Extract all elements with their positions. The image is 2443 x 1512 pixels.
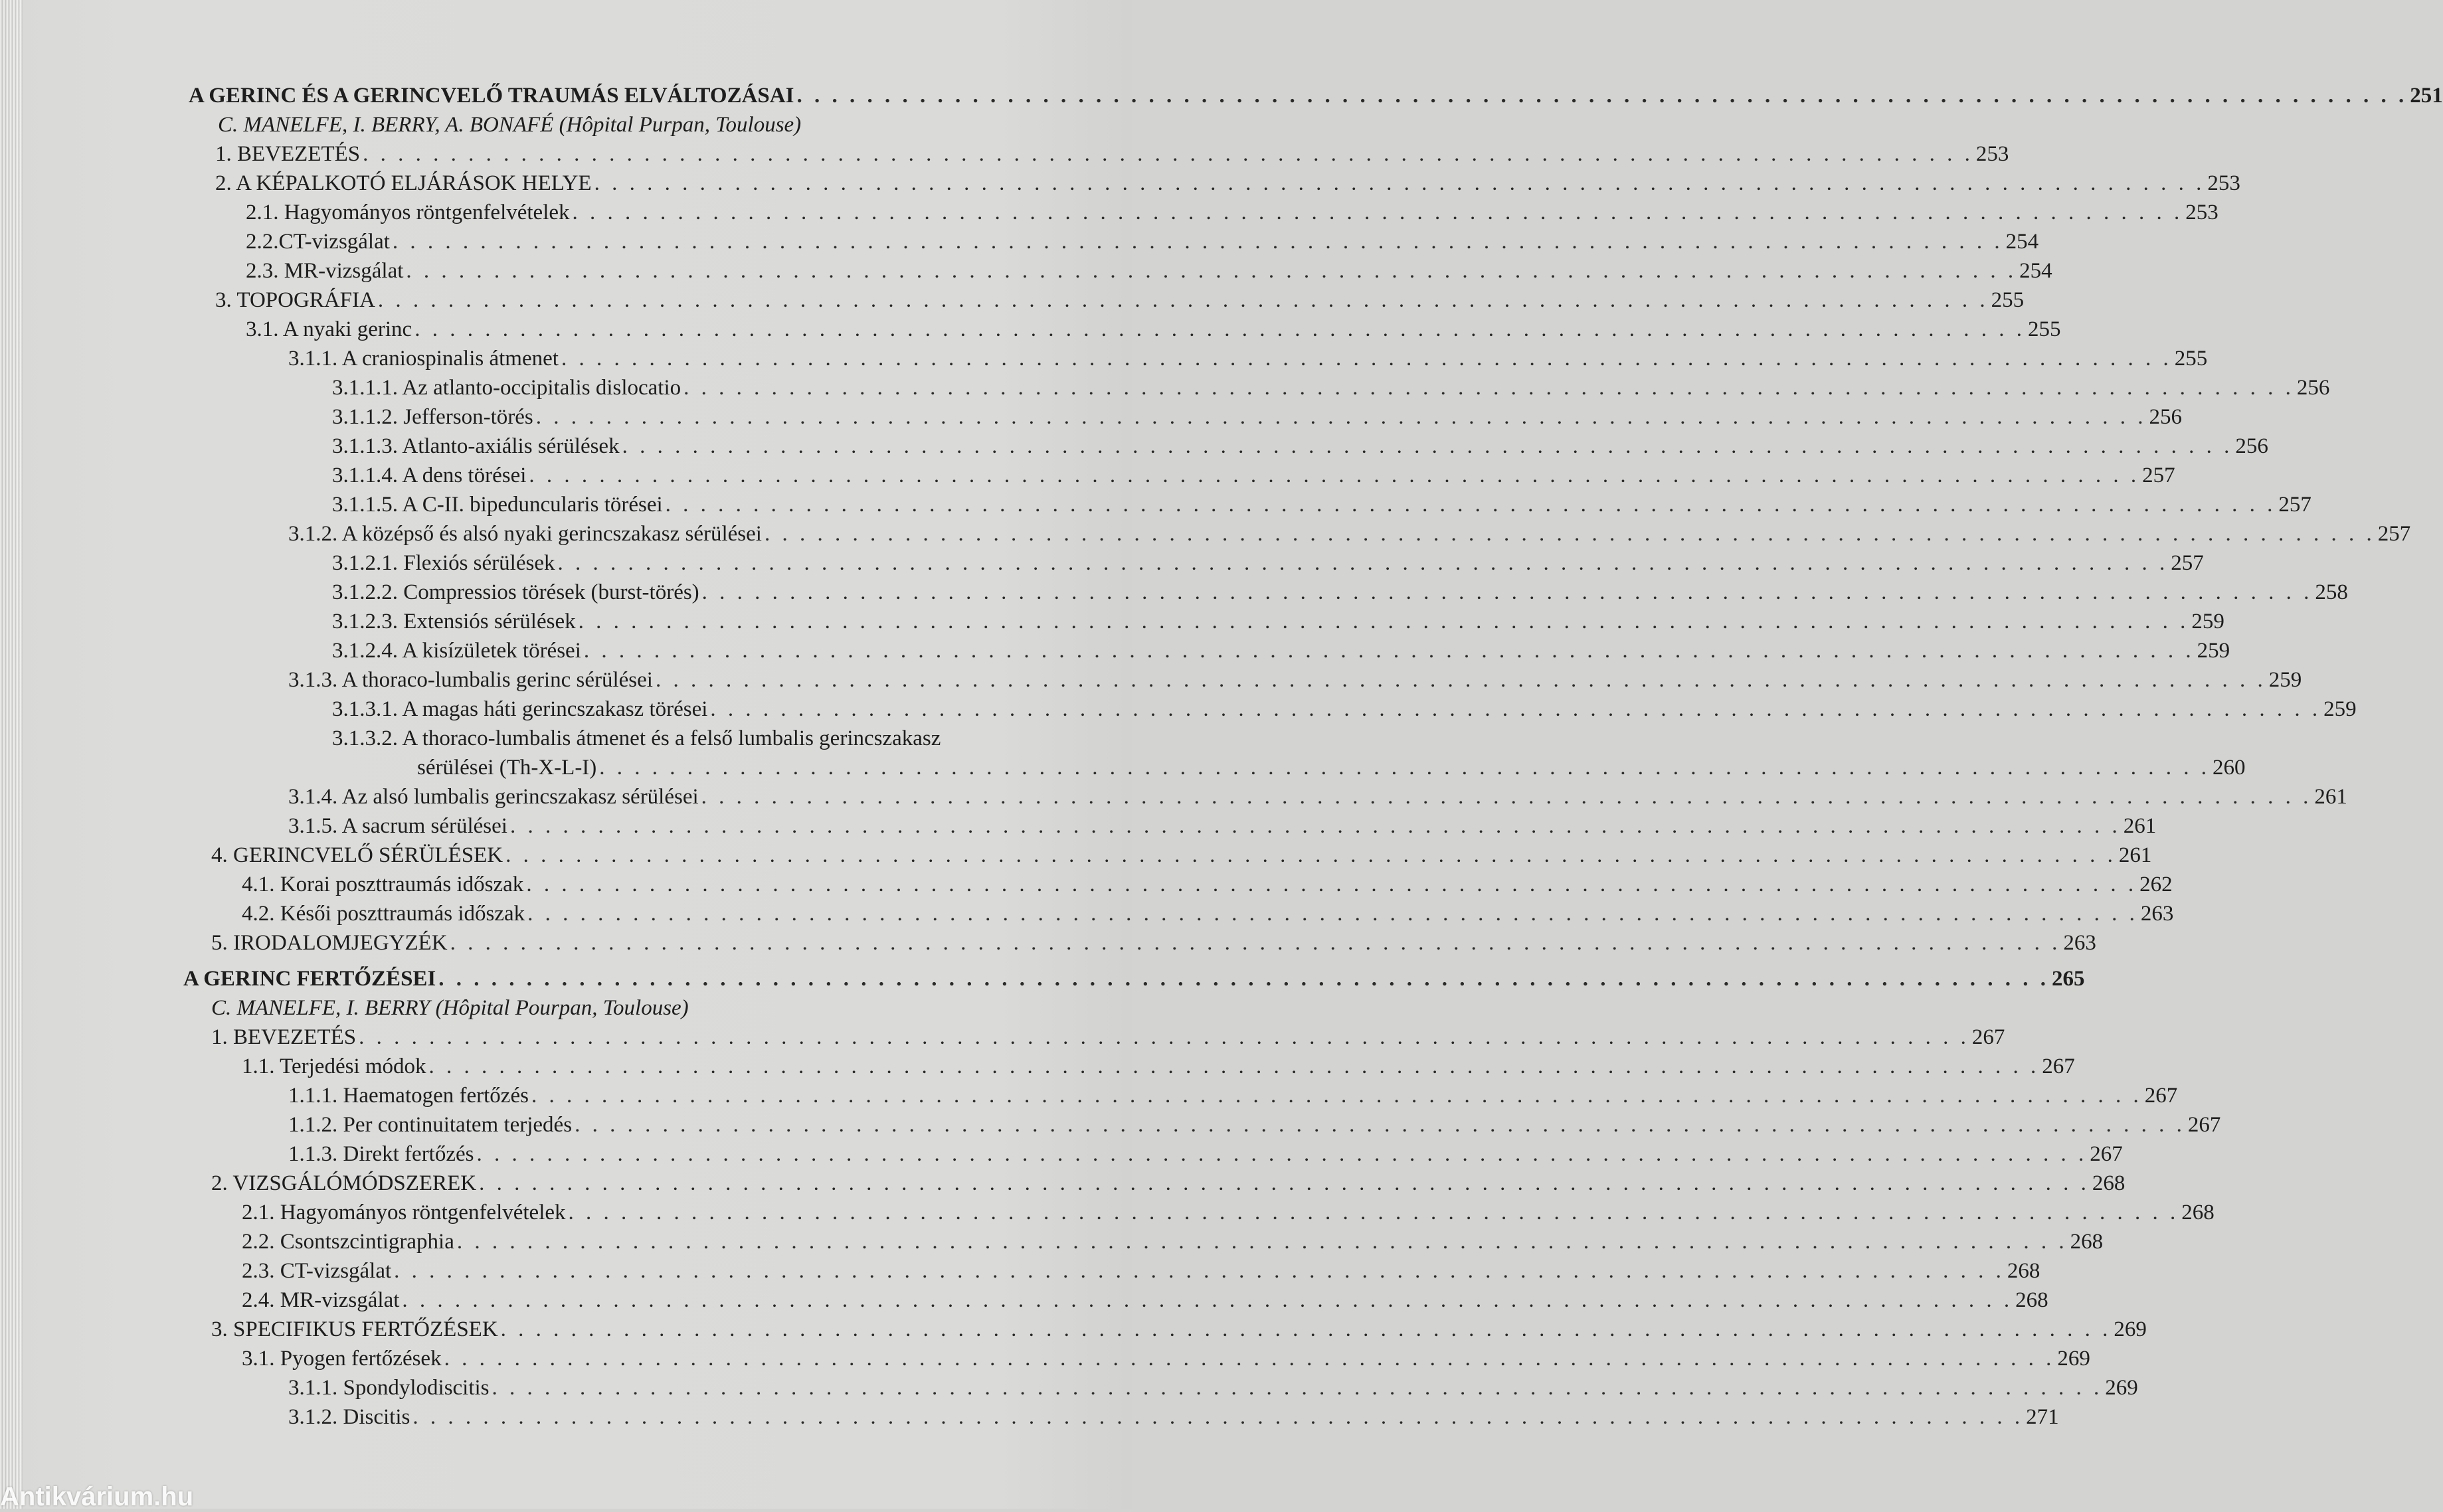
dot-leader: . . . . . . . . . . . . . . . . . . . . . . . . . . . . . . . . . . . . . . . . . . . . . . . . . . . . . . . . . . . . . . . . . . . . . . . . . . . . . . . . . . . . . . . . . . . . [665, 493, 2276, 517]
toc-page: 269 [2057, 1347, 2090, 1371]
toc-entry [288, 665, 2302, 695]
toc-label: A GERINC ÉS A GERINCVELŐ TRAUMÁS ELVÁLTOZÁSAI [189, 84, 794, 108]
toc-entry [211, 1315, 2147, 1344]
toc-label: 3.1.4. Az alsó lumbalis gerincszakasz sérülései [288, 785, 699, 809]
toc-label: 1.1.1. Haematogen fertőzés [288, 1084, 529, 1108]
toc-entry [288, 1110, 2221, 1139]
toc-page: 254 [2005, 230, 2039, 254]
toc-entry [332, 402, 2182, 432]
dot-leader: . . . . . . . . . . . . . . . . . . . . . . . . . . . . . . . . . . . . . . . . . . . . . . . . . . . . . . . . . . . . . . . . . . . . . . . . . . . . . . . . . . . . . . . . . . . . [622, 434, 2233, 458]
dot-leader: . . . . . . . . . . . . . . . . . . . . . . . . . . . . . . . . . . . . . . . . . . . . . . . . . . . . . . . . . . . . . . . . . . . . . . . . . . . . . . . . . . . . . . . . . . . . [557, 551, 2169, 575]
toc-entry [288, 1373, 2138, 1402]
toc-entry [332, 636, 2230, 665]
toc-entry [332, 461, 2175, 490]
dot-leader: . . . . . . . . . . . . . . . . . . . . . . . . . . . . . . . . . . . . . . . . . . . . . . . . . . . . . . . . . . . . . . . . . . . . . . . . . . . . . . . . . . . . . . . . . . . . [701, 580, 2313, 604]
toc-page: 255 [1991, 288, 2025, 312]
toc-page: 257 [2142, 463, 2175, 487]
toc-page: 261 [2118, 843, 2152, 867]
toc-page: 258 [2315, 580, 2348, 604]
toc-label: 2. A KÉPALKOTÓ ELJÁRÁSOK HELYE [215, 171, 592, 195]
toc-label: 3.1.2.1. Flexiós sérülések [332, 551, 555, 575]
toc-entry [332, 724, 1084, 753]
dot-leader: . . . . . . . . . . . . . . . . . . . . . . . . . . . . . . . . . . . . . . . . . . . . . . . . . . . . . . . . . . . . . . . . . . . . . . . . . . . . . . . . . . . . . . . . . . . . [683, 376, 2294, 400]
toc-entry [332, 373, 2330, 402]
dot-leader: . . . . . . . . . . . . . . . . . . . . . . . . . . . . . . . . . . . . . . . . . . . . . . . . . . . . . . . . . . . . . . . . . . . . . . . . . . . . . . . . . . . . . . . . . . . . [509, 814, 2121, 838]
toc-label: 3.1.1.1. Az atlanto-occipitalis dislocatio [332, 376, 681, 400]
dot-leader: . . . . . . . . . . . . . . . . . . . . . . . . . . . . . . . . . . . . . . . . . . . . . . . . . . . . . . . . . . . . . . . . . . . . . . . . . . . . . . . . . . . . . . . . . . . . [710, 697, 2321, 721]
page-stack-edge [0, 0, 23, 1509]
toc-label: 3.1.2.2. Compressios törések (burst-törés) [332, 580, 699, 604]
dot-leader: . . . . . . . . . . . . . . . . . . . . . . . . . . . . . . . . . . . . . . . . . . . . . . . . . . . . . . . . . . . . . . . . . . . . . . . . . . . . . . . . . . . . . . . . . . . . [444, 1347, 2055, 1371]
dot-leader: . . . . . . . . . . . . . . . . . . . . . . . . . . . . . . . . . . . . . . . . . . . . . . . . . . . . . . . . . . . . . . . . . . . . . . . . . . . . . . . . . . . . . . . . . . . . [438, 967, 2050, 991]
toc-page: 268 [2015, 1288, 2048, 1312]
toc-label: 4.1. Korai poszttraumás időszak [242, 873, 524, 896]
toc-label: 2.1. Hagyományos röntgenfelvételek [242, 1201, 566, 1224]
toc-label: 2.2. Csontszcintigraphia [242, 1230, 454, 1254]
dot-leader: . . . . . . . . . . . . . . . . . . . . . . . . . . . . . . . . . . . . . . . . . . . . . . . . . . . . . . . . . . . . . . . . . . . . . . . . . . . . . . . . . . . . . . . . . . . . [599, 756, 2211, 780]
dot-leader: . . . . . . . . . . . . . . . . . . . . . . . . . . . . . . . . . . . . . . . . . . . . . . . . . . . . . . . . . . . . . . . . . . . . . . . . . . . . . . . . . . . . . . . . . . . . [764, 522, 2375, 546]
dot-leader: . . . . . . . . . . . . . . . . . . . . . . . . . . . . . . . . . . . . . . . . . . . . . . . . . . . . . . . . . . . . . . . . . . . . . . . . . . . . . . . . . . . . . . . . . . . . [526, 873, 2137, 896]
dot-leader: . . . . . . . . . . . . . . . . . . . . . . . . . . . . . . . . . . . . . . . . . . . . . . . . . . . . . . . . . . . . . . . . . . . . . . . . . . . . . . . . . . . . . . . . . . . . [392, 230, 2003, 254]
toc-entry [215, 169, 2240, 198]
toc-label: 2.4. MR-vizsgálat [242, 1288, 400, 1312]
toc-page: 261 [2123, 814, 2157, 838]
toc-label: 3.1.5. A sacrum sérülései [288, 814, 507, 838]
toc-page: 259 [2268, 668, 2302, 692]
toc-label: 3.1.1.5. A C-II. bipeduncularis törései [332, 493, 663, 517]
toc-label: 3.1.1. A craniospinalis átmenet [288, 347, 559, 371]
dot-leader: . . . . . . . . . . . . . . . . . . . . . . . . . . . . . . . . . . . . . . . . . . . . . . . . . . . . . . . . . . . . . . . . . . . . . . . . . . . . . . . . . . . . . . . . . . . . [479, 1171, 2090, 1195]
dot-leader: . . . . . . . . . . . . . . . . . . . . . . . . . . . . . . . . . . . . . . . . . . . . . . . . . . . . . . . . . . . . . . . . . . . . . . . . . . . . . . . . . . . . . . . . . . . . [796, 84, 2408, 108]
dot-leader: . . . . . . . . . . . . . . . . . . . . . . . . . . . . . . . . . . . . . . . . . . . . . . . . . . . . . . . . . . . . . . . . . . . . . . . . . . . . . . . . . . . . . . . . . . . . [701, 785, 2312, 809]
toc-entry [288, 1402, 2059, 1432]
dot-leader: . . . . . . . . . . . . . . . . . . . . . . . . . . . . . . . . . . . . . . . . . . . . . . . . . . . . . . . . . . . . . . . . . . . . . . . . . . . . . . . . . . . . . . . . . . . . [578, 610, 2189, 633]
toc-label: 3.1.1.3. Atlanto-axiális sérülések [332, 434, 620, 458]
toc-page: 255 [2174, 347, 2208, 371]
dot-leader: . . . . . . . . . . . . . . . . . . . . . . . . . . . . . . . . . . . . . . . . . . . . . . . . . . . . . . . . . . . . . . . . . . . . . . . . . . . . . . . . . . . . . . . . . . . . [476, 1142, 2088, 1166]
toc-entry [242, 1256, 2040, 1286]
toc-label: 3. TOPOGRÁFIA [215, 288, 375, 312]
dot-leader: . . . . . . . . . . . . . . . . . . . . . . . . . . . . . . . . . . . . . . . . . . . . . . . . . . . . . . . . . . . . . . . . . . . . . . . . . . . . . . . . . . . . . . . . . . . . [402, 1288, 2013, 1312]
toc-label: 3.1.1.2. Jefferson-törés [332, 405, 533, 429]
dot-leader: . . . . . . . . . . . . . . . . . . . . . . . . . . . . . . . . . . . . . . . . . . . . . . . . . . . . . . . . . . . . . . . . . . . . . . . . . . . . . . . . . . . . . . . . . . . . [561, 347, 2172, 371]
toc-label: 3.1.3.2. A thoraco-lumbalis átmenet és a felső lumbalis gerincszakasz [332, 726, 941, 750]
toc-page: 256 [2296, 376, 2330, 400]
toc-label: 1. BEVEZETÉS [211, 1025, 357, 1049]
toc-entry [332, 548, 2204, 578]
toc-entry [332, 578, 2348, 607]
toc-entry [288, 811, 2157, 841]
toc-page: 267 [2144, 1084, 2178, 1108]
chapter-title [189, 81, 2443, 110]
toc-page: 268 [2070, 1230, 2104, 1254]
dot-leader: . . . . . . . . . . . . . . . . . . . . . . . . . . . . . . . . . . . . . . . . . . . . . . . . . . . . . . . . . . . . . . . . . . . . . . . . . . . . . . . . . . . . . . . . . . . . [394, 1259, 2005, 1283]
toc-page: 255 [2027, 317, 2061, 341]
toc-page: 267 [1971, 1025, 2005, 1049]
toc-page: 269 [2114, 1317, 2147, 1341]
dot-leader: . . . . . . . . . . . . . . . . . . . . . . . . . . . . . . . . . . . . . . . . . . . . . . . . . . . . . . . . . . . . . . . . . . . . . . . . . . . . . . . . . . . . . . . . . . . . [500, 1317, 2112, 1341]
toc-label: 2.2.CT-vizsgálat [246, 230, 390, 254]
toc-page: 271 [2026, 1405, 2059, 1429]
toc-label: 2. VIZSGÁLÓMÓDSZEREK [211, 1171, 477, 1195]
toc-authors: C. MANELFE, I. BERRY (Hôpital Pourpan, Toulouse) [211, 996, 689, 1020]
toc-page: 268 [2181, 1201, 2215, 1224]
toc-entry [242, 1344, 2090, 1373]
toc-label: 3.1. A nyaki gerinc [246, 317, 412, 341]
toc-page: 263 [2063, 931, 2096, 955]
toc-label: 3.1.1.4. A dens törései [332, 463, 527, 487]
toc-entry [211, 1169, 2126, 1198]
toc-label: 3.1.2. Discitis [288, 1405, 410, 1429]
toc-page: 267 [2042, 1054, 2075, 1078]
toc-page: 268 [2092, 1171, 2126, 1195]
toc-entry [332, 490, 2311, 519]
toc-label: 4.2. Késői poszttraumás időszak [242, 902, 525, 926]
toc-page: 261 [2314, 785, 2347, 809]
dot-leader: . . . . . . . . . . . . . . . . . . . . . . . . . . . . . . . . . . . . . . . . . . . . . . . . . . . . . . . . . . . . . . . . . . . . . . . . . . . . . . . . . . . . . . . . . . . . [655, 668, 2266, 692]
toc-label: 3.1.2. A középső és alsó nyaki gerincszakasz sérülései [288, 522, 762, 546]
toc-entry [242, 899, 2174, 928]
toc-entry [246, 315, 2061, 344]
dot-leader: . . . . . . . . . . . . . . . . . . . . . . . . . . . . . . . . . . . . . . . . . . . . . . . . . . . . . . . . . . . . . . . . . . . . . . . . . . . . . . . . . . . . . . . . . . . . [575, 1113, 2185, 1137]
toc-page: 256 [2149, 405, 2182, 429]
toc-label: 2.1. Hagyományos röntgenfelvételek [246, 201, 570, 224]
toc-label: 1. BEVEZETÉS [215, 142, 361, 166]
toc-entry [288, 1081, 2178, 1110]
toc-page: 269 [2105, 1376, 2138, 1400]
toc-label: 3.1.2.3. Extensiós sérülések [332, 610, 576, 633]
toc-entry [246, 256, 2052, 286]
toc-label: 3.1.3. A thoraco-lumbalis gerinc sérülései [288, 668, 653, 692]
dot-leader: . . . . . . . . . . . . . . . . . . . . . . . . . . . . . . . . . . . . . . . . . . . . . . . . . . . . . . . . . . . . . . . . . . . . . . . . . . . . . . . . . . . . . . . . . . . . [531, 1084, 2142, 1108]
toc-page: 256 [2235, 434, 2268, 458]
dot-leader: . . . . . . . . . . . . . . . . . . . . . . . . . . . . . . . . . . . . . . . . . . . . . . . . . . . . . . . . . . . . . . . . . . . . . . . . . . . . . . . . . . . . . . . . . . . . [456, 1230, 2068, 1254]
dot-leader: . . . . . . . . . . . . . . . . . . . . . . . . . . . . . . . . . . . . . . . . . . . . . . . . . . . . . . . . . . . . . . . . . . . . . . . . . . . . . . . . . . . . . . . . . . . . [527, 902, 2138, 926]
toc-entry [242, 1227, 2104, 1256]
toc-label: 3.1.2.4. A kisízületek törései [332, 639, 581, 663]
toc-label: 2.3. MR-vizsgálat [246, 259, 404, 283]
toc-page: 253 [2207, 171, 2240, 195]
toc-page: 253 [1975, 142, 2009, 166]
toc-entry [242, 870, 2173, 899]
toc-page: 257 [2377, 522, 2411, 546]
toc-label: sérülései (Th-X-L-I) [417, 756, 597, 780]
toc-page: 257 [2171, 551, 2204, 575]
toc-label: A GERINC FERTŐZÉSEI [183, 967, 436, 991]
dot-leader: . . . . . . . . . . . . . . . . . . . . . . . . . . . . . . . . . . . . . . . . . . . . . . . . . . . . . . . . . . . . . . . . . . . . . . . . . . . . . . . . . . . . . . . . . . . . [428, 1054, 2040, 1078]
toc-entry [332, 607, 2224, 636]
toc-label: 3.1. Pyogen fertőzések [242, 1347, 442, 1371]
dot-leader: . . . . . . . . . . . . . . . . . . . . . . . . . . . . . . . . . . . . . . . . . . . . . . . . . . . . . . . . . . . . . . . . . . . . . . . . . . . . . . . . . . . . . . . . . . . . [363, 142, 1973, 166]
toc-label: 3.1.3.1. A magas háti gerincszakasz törései [332, 697, 708, 721]
dot-leader: . . . . . . . . . . . . . . . . . . . . . . . . . . . . . . . . . . . . . . . . . . . . . . . . . . . . . . . . . . . . . . . . . . . . . . . . . . . . . . . . . . . . . . . . . . . . [572, 201, 2183, 224]
toc-page: 265 [2052, 967, 2085, 991]
toc-page: 259 [2191, 610, 2224, 633]
toc-label: 2.3. CT-vizsgálat [242, 1259, 392, 1283]
toc-entry [242, 1198, 2215, 1227]
dot-leader: . . . . . . . . . . . . . . . . . . . . . . . . . . . . . . . . . . . . . . . . . . . . . . . . . . . . . . . . . . . . . . . . . . . . . . . . . . . . . . . . . . . . . . . . . . . . [568, 1201, 2179, 1224]
toc-entry [211, 841, 2152, 870]
toc-entry [332, 432, 2268, 461]
dot-leader: . . . . . . . . . . . . . . . . . . . . . . . . . . . . . . . . . . . . . . . . . . . . . . . . . . . . . . . . . . . . . . . . . . . . . . . . . . . . . . . . . . . . . . . . . . . . [529, 463, 2140, 487]
dot-leader: . . . . . . . . . . . . . . . . . . . . . . . . . . . . . . . . . . . . . . . . . . . . . . . . . . . . . . . . . . . . . . . . . . . . . . . . . . . . . . . . . . . . . . . . . . . . [594, 171, 2205, 195]
chapter-authors [218, 110, 1084, 139]
dot-leader: . . . . . . . . . . . . . . . . . . . . . . . . . . . . . . . . . . . . . . . . . . . . . . . . . . . . . . . . . . . . . . . . . . . . . . . . . . . . . . . . . . . . . . . . . . . . [406, 259, 2017, 283]
toc-label: 4. GERINCVELŐ SÉRÜLÉSEK [211, 843, 503, 867]
toc-label: 3.1.1. Spondylodiscitis [288, 1376, 490, 1400]
toc-page: 253 [2185, 201, 2218, 224]
dot-leader: . . . . . . . . . . . . . . . . . . . . . . . . . . . . . . . . . . . . . . . . . . . . . . . . . . . . . . . . . . . . . . . . . . . . . . . . . . . . . . . . . . . . . . . . . . . . [412, 1405, 2024, 1429]
toc-entry [215, 286, 2025, 315]
toc-page: 259 [2197, 639, 2230, 663]
toc-entry [242, 1052, 2075, 1081]
dot-leader: . . . . . . . . . . . . . . . . . . . . . . . . . . . . . . . . . . . . . . . . . . . . . . . . . . . . . . . . . . . . . . . . . . . . . . . . . . . . . . . . . . . . . . . . . . . . [505, 843, 2116, 867]
toc-page: 259 [2323, 697, 2357, 721]
toc-entry [246, 198, 2218, 227]
toc-label: 1.1.2. Per continuitatem terjedés [288, 1113, 573, 1137]
toc-entry [288, 1139, 2123, 1169]
toc-label: 1.1.3. Direkt fertőzés [288, 1142, 474, 1166]
toc-page: 263 [2140, 902, 2174, 926]
toc-page: 257 [2278, 493, 2311, 517]
dot-leader: . . . . . . . . . . . . . . . . . . . . . . . . . . . . . . . . . . . . . . . . . . . . . . . . . . . . . . . . . . . . . . . . . . . . . . . . . . . . . . . . . . . . . . . . . . . . [492, 1376, 2103, 1400]
toc-page: 251 [2410, 84, 2443, 108]
toc-entry [288, 519, 2411, 548]
toc-page: 262 [2139, 873, 2173, 896]
toc-page: 267 [2090, 1142, 2123, 1166]
toc-page: 254 [2019, 259, 2052, 283]
toc-entry [215, 139, 2009, 169]
toc-entry [242, 1286, 2048, 1315]
toc-page: 268 [2007, 1259, 2040, 1283]
toc-label: 5. IRODALOMJEGYZÉK [211, 931, 448, 955]
chapter-authors [211, 993, 1084, 1023]
toc-entry [288, 782, 2347, 811]
watermark: Antikvárium.hu [0, 1482, 194, 1511]
toc-entry [211, 928, 2096, 958]
dot-leader: . . . . . . . . . . . . . . . . . . . . . . . . . . . . . . . . . . . . . . . . . . . . . . . . . . . . . . . . . . . . . . . . . . . . . . . . . . . . . . . . . . . . . . . . . . . . [450, 931, 2061, 955]
toc-entry-continuation [417, 753, 2246, 782]
toc-entry [246, 227, 2039, 256]
toc-authors: C. MANELFE, I. BERRY, A. BONAFÉ (Hôpital Purpan, Toulouse) [218, 113, 802, 137]
dot-leader: . . . . . . . . . . . . . . . . . . . . . . . . . . . . . . . . . . . . . . . . . . . . . . . . . . . . . . . . . . . . . . . . . . . . . . . . . . . . . . . . . . . . . . . . . . . . [359, 1025, 1969, 1049]
toc-entry [288, 344, 2208, 373]
toc-entry [211, 1023, 2005, 1052]
dot-leader: . . . . . . . . . . . . . . . . . . . . . . . . . . . . . . . . . . . . . . . . . . . . . . . . . . . . . . . . . . . . . . . . . . . . . . . . . . . . . . . . . . . . . . . . . . . . [583, 639, 2195, 663]
toc-label: 3. SPECIFIKUS FERTŐZÉSEK [211, 1317, 498, 1341]
dot-leader: . . . . . . . . . . . . . . . . . . . . . . . . . . . . . . . . . . . . . . . . . . . . . . . . . . . . . . . . . . . . . . . . . . . . . . . . . . . . . . . . . . . . . . . . . . . . [377, 288, 1989, 312]
dot-leader: . . . . . . . . . . . . . . . . . . . . . . . . . . . . . . . . . . . . . . . . . . . . . . . . . . . . . . . . . . . . . . . . . . . . . . . . . . . . . . . . . . . . . . . . . . . . [414, 317, 2025, 341]
dot-leader: . . . . . . . . . . . . . . . . . . . . . . . . . . . . . . . . . . . . . . . . . . . . . . . . . . . . . . . . . . . . . . . . . . . . . . . . . . . . . . . . . . . . . . . . . . . . [535, 405, 2147, 429]
toc-page: 260 [2213, 756, 2246, 780]
toc-label: 1.1. Terjedési módok [242, 1054, 426, 1078]
toc-page: 267 [2187, 1113, 2221, 1137]
toc-entry [332, 695, 2357, 724]
chapter-title [183, 964, 2085, 993]
